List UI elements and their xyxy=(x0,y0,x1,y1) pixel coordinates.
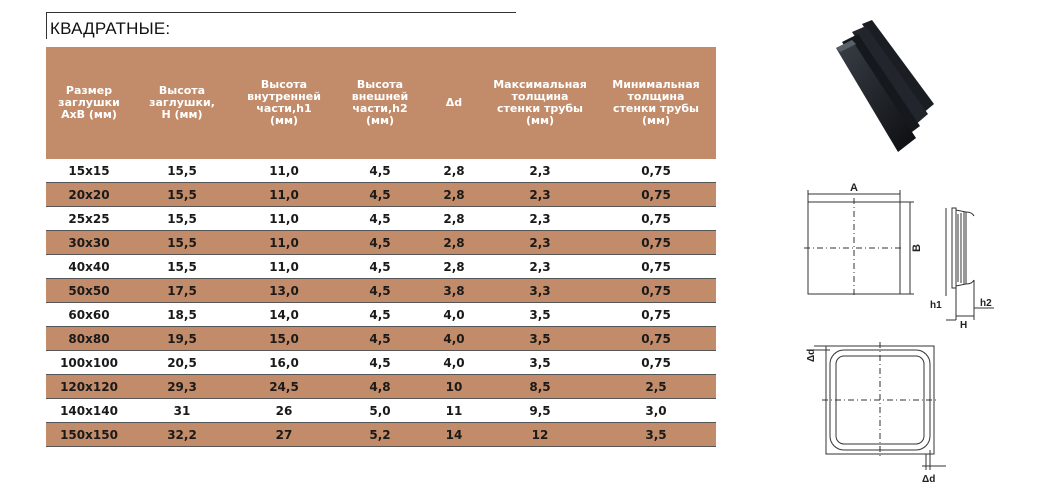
table-header xyxy=(46,47,716,159)
table-cell: 11,0 xyxy=(232,207,336,231)
column-header xyxy=(336,47,424,159)
table-cell: 18,5 xyxy=(132,303,232,327)
table-cell: 25x25 xyxy=(46,207,132,231)
table-cell: 15,5 xyxy=(132,255,232,279)
table-cell: 2,3 xyxy=(484,207,596,231)
table-cell: 0,75 xyxy=(596,351,716,375)
table-cell: 4,0 xyxy=(424,303,484,327)
table-row xyxy=(46,303,716,327)
table-row xyxy=(46,327,716,351)
table-cell: 27 xyxy=(232,423,336,447)
table-cell: 19,5 xyxy=(132,327,232,351)
table-cell: 5,0 xyxy=(336,399,424,423)
table-cell: 4,8 xyxy=(336,375,424,399)
table-cell: 80x80 xyxy=(46,327,132,351)
table-cell: 0,75 xyxy=(596,207,716,231)
table-cell: 0,75 xyxy=(596,327,716,351)
table-cell: 11,0 xyxy=(232,231,336,255)
header-line: толщина xyxy=(511,90,569,103)
table-cell: 2,8 xyxy=(424,159,484,183)
header-line: Н (мм) xyxy=(161,108,203,121)
table-row xyxy=(46,159,716,183)
table-cell: 4,5 xyxy=(336,207,424,231)
table-row xyxy=(46,351,716,375)
header-line: Высота xyxy=(158,84,206,97)
table-row xyxy=(46,231,716,255)
table-cell: 150x150 xyxy=(46,423,132,447)
section-title: КВАДРАТНЫЕ: xyxy=(46,12,516,39)
table-row xyxy=(46,375,716,399)
side-view-cap xyxy=(952,208,956,288)
header-line: заглушки, xyxy=(149,96,215,109)
table-cell: 4,5 xyxy=(336,183,424,207)
column-header xyxy=(46,47,132,159)
table-row xyxy=(46,255,716,279)
technical-drawing xyxy=(800,180,1010,490)
header-line: (мм) xyxy=(525,114,555,127)
table-cell: 8,5 xyxy=(484,375,596,399)
table-cell: 29,3 xyxy=(132,375,232,399)
table-cell: 40x40 xyxy=(46,255,132,279)
table-cell: 3,5 xyxy=(596,423,716,447)
table-cell: 11 xyxy=(424,399,484,423)
table-cell: 3,5 xyxy=(484,303,596,327)
header-row xyxy=(46,47,716,159)
table-cell: 0,75 xyxy=(596,183,716,207)
table-cell: 3,5 xyxy=(484,327,596,351)
table-row xyxy=(46,399,716,423)
table-cell: 3,5 xyxy=(484,351,596,375)
column-header xyxy=(424,47,484,159)
table-cell: 0,75 xyxy=(596,279,716,303)
table-cell: 3,8 xyxy=(424,279,484,303)
table-row xyxy=(46,207,716,231)
table-cell: 100x100 xyxy=(46,351,132,375)
table-cell: 10 xyxy=(424,375,484,399)
table-cell: 4,0 xyxy=(424,351,484,375)
table-cell: 4,5 xyxy=(336,279,424,303)
table-cell: 120x120 xyxy=(46,375,132,399)
label-dd-bottom: Δd xyxy=(922,474,936,485)
table-row xyxy=(46,183,716,207)
header-line: стенки трубы xyxy=(612,102,699,115)
table-cell: 15,0 xyxy=(232,327,336,351)
table-cell: 0,75 xyxy=(596,255,716,279)
table-cell: 4,5 xyxy=(336,327,424,351)
spec-table xyxy=(46,47,716,447)
table-cell: 4,5 xyxy=(336,351,424,375)
table-cell: 15,5 xyxy=(132,183,232,207)
header-line: Размер xyxy=(65,84,113,97)
column-header xyxy=(132,47,232,159)
header-line: внешней xyxy=(351,90,409,103)
table-cell: 20,5 xyxy=(132,351,232,375)
table-cell: 11,0 xyxy=(232,159,336,183)
label-h: H xyxy=(960,320,968,331)
table-cell: 20x20 xyxy=(46,183,132,207)
table-cell: 14 xyxy=(424,423,484,447)
table-cell: 2,3 xyxy=(484,183,596,207)
table-cell: 32,2 xyxy=(132,423,232,447)
table-cell: 0,75 xyxy=(596,159,716,183)
table-cell: 30x30 xyxy=(46,231,132,255)
header-line: Δd xyxy=(445,96,463,109)
header-line: Высота xyxy=(356,78,404,91)
table-cell: 15,5 xyxy=(132,231,232,255)
table-cell: 4,0 xyxy=(424,327,484,351)
table-cell: 2,3 xyxy=(484,255,596,279)
table-body xyxy=(46,159,716,447)
table-cell: 0,75 xyxy=(596,303,716,327)
table-cell: 11,0 xyxy=(232,255,336,279)
header-line: АхВ (мм) xyxy=(61,108,117,121)
header-line: внутренней xyxy=(247,90,321,103)
table-cell: 2,8 xyxy=(424,231,484,255)
label-dd-top: Δd xyxy=(806,348,817,362)
header-line: стенки трубы xyxy=(496,102,583,115)
table-row xyxy=(46,279,716,303)
table-cell: 15,5 xyxy=(132,207,232,231)
header-line: части,h1 xyxy=(256,102,312,115)
header-line: толщина xyxy=(627,90,685,103)
table-cell: 13,0 xyxy=(232,279,336,303)
table-cell: 11,0 xyxy=(232,183,336,207)
header-line: Минимальная xyxy=(612,78,700,91)
label-h2: h2 xyxy=(980,298,992,309)
header-line: Максимальная xyxy=(493,78,587,91)
table-cell: 4,5 xyxy=(336,231,424,255)
column-header xyxy=(232,47,336,159)
table-cell: 26 xyxy=(232,399,336,423)
table-cell: 12 xyxy=(484,423,596,447)
table-cell: 4,5 xyxy=(336,303,424,327)
table-cell: 50x50 xyxy=(46,279,132,303)
label-b: B xyxy=(911,244,923,252)
column-header xyxy=(484,47,596,159)
table-cell: 3,0 xyxy=(596,399,716,423)
table-cell: 9,5 xyxy=(484,399,596,423)
table-cell: 2,8 xyxy=(424,183,484,207)
header-line: части,h2 xyxy=(352,102,408,115)
header-line: Высота xyxy=(260,78,308,91)
table-cell: 2,3 xyxy=(484,231,596,255)
table-cell: 0,75 xyxy=(596,231,716,255)
table-cell: 2,5 xyxy=(596,375,716,399)
header-line: (мм) xyxy=(269,114,299,127)
product-photo xyxy=(822,14,940,174)
table-cell: 14,0 xyxy=(232,303,336,327)
header-line: заглушки xyxy=(58,96,120,109)
table-cell: 2,8 xyxy=(424,255,484,279)
table-cell: 140x140 xyxy=(46,399,132,423)
table-cell: 4,5 xyxy=(336,255,424,279)
table-cell: 15,5 xyxy=(132,159,232,183)
column-header xyxy=(596,47,716,159)
table-cell: 17,5 xyxy=(132,279,232,303)
table-cell: 31 xyxy=(132,399,232,423)
table-row xyxy=(46,423,716,447)
table-cell: 4,5 xyxy=(336,159,424,183)
header-line: (мм) xyxy=(641,114,671,127)
table-cell: 15x15 xyxy=(46,159,132,183)
table-cell: 16,0 xyxy=(232,351,336,375)
table-cell: 2,3 xyxy=(484,159,596,183)
header-line: (мм) xyxy=(365,114,395,127)
table-cell: 2,8 xyxy=(424,207,484,231)
table-cell: 60x60 xyxy=(46,303,132,327)
label-h1: h1 xyxy=(930,300,942,311)
label-a: A xyxy=(850,182,858,194)
table-cell: 24,5 xyxy=(232,375,336,399)
table-cell: 5,2 xyxy=(336,423,424,447)
table-cell: 3,3 xyxy=(484,279,596,303)
